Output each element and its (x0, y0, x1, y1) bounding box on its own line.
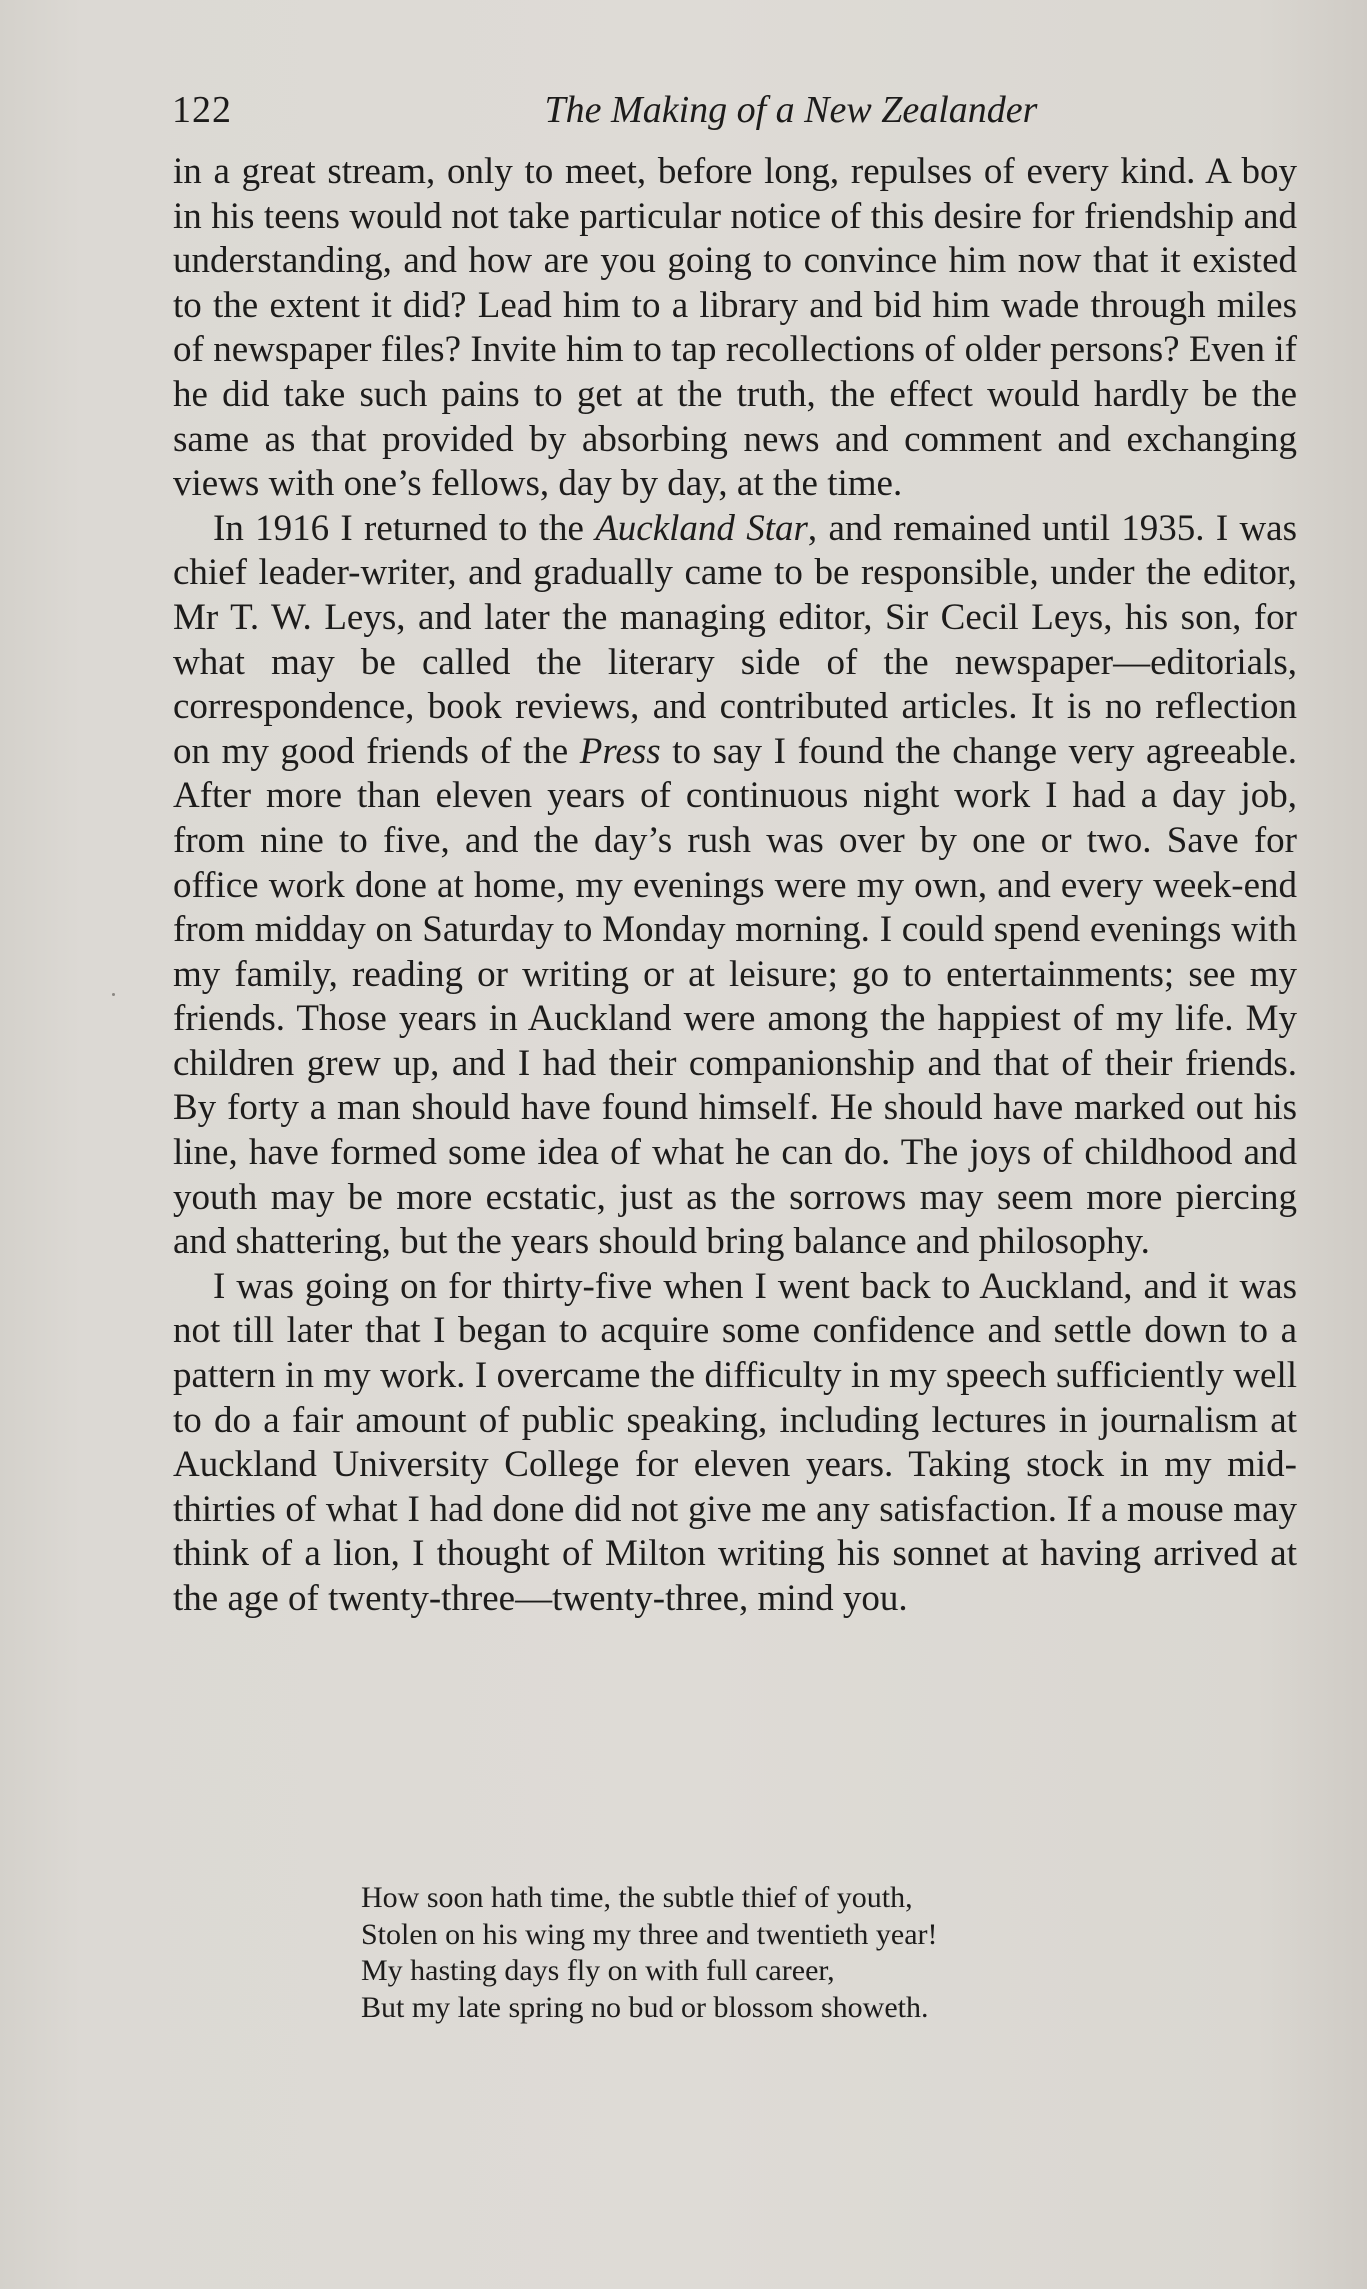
newspaper-title-auckland-star: Auckland Star (595, 507, 808, 549)
poem-line-2: Stolen on his wing my three and twentieth year! (361, 1917, 938, 1951)
body-text (173, 150, 1297, 1622)
paragraph-2-text-a: In 1916 I returned to the (213, 507, 596, 549)
running-title: The Making of a New Zealander (544, 89, 1038, 131)
poem-line-3: My hasting days fly on with full career, (361, 1954, 835, 1987)
newspaper-title-press: Press (579, 730, 661, 772)
poem-line-4: But my late spring no bud or blossom showeth. (361, 1990, 929, 2024)
paragraph-3: I was going on for thirty-five when I went back to Auckland, and it was not till later that I began to acquire some confidence and settle down to a pattern in my work. I overcame the difficulty in my speech sufficiently well to do a fair amount of public speaking, including lectures in journalism at Auckland University College for eleven years. Taking stock in my mid-thirties of what I had done did not give me any satisfaction. If a mouse may think of a lion, I thought of Milton writing his sonnet at having arrived at the age of twenty-three—twenty-three, mind you. (173, 1265, 1297, 1619)
paper-speck (112, 993, 115, 996)
running-header (172, 88, 1300, 138)
sonnet-quotation (361, 1880, 1181, 2026)
paragraph-1: in a great stream, only to meet, before long, repulses of every kind. A boy in his teens would not take particular notice of this desire for friendship and understanding, and how are you going to convince him now that it existed to the extent it did? Lead him to a library and bid him wade through miles of newspaper files? Invite him to tap recollections of older persons? Even if he did take such pains to get at the truth, the effect would hardly be the same as that provided by absorbing news and comment and exchanging views with one’s fellows, day by day, at the time. (173, 151, 1297, 505)
paragraph-2-text-b: , and remained until 1935. I was chief leader-writer, and gradually came to be responsible, under the editor, Mr T. W. Leys, and later the managing editor, Sir Cecil Leys, his son, for what may be called the literary side of the newspaper—editorials, correspondence, book reviews, and contributed articles. It is no reflection on my good friends of the (173, 507, 1297, 772)
page-number: 122 (172, 89, 232, 131)
paragraph-2 (173, 507, 1297, 1265)
poem-line-1: How soon hath time, the subtle thief of youth, (361, 1881, 913, 1914)
paragraph-2-text-c: to say I found the change very agreeable. After more than eleven years of continuous night work I had a day job, from nine to five, and the day’s rush was over by one or two. Save for office work done at home, my evenings were my own, and every week-end from midday on Saturday to Monday morning. I could spend evenings with my family, reading or writing or at leisure; go to entertainments; see my friends. Those years in Auckland were among the happiest of my life. My children grew up, and I had their companionship and that of their friends. By forty a man should have found himself. He should have marked out his line, have formed some idea of what he can do. The joys of childhood and youth may be more ecstatic, just as the sorrows may seem more piercing and shattering, but the years should bring balance and philosophy. (173, 730, 1297, 1263)
